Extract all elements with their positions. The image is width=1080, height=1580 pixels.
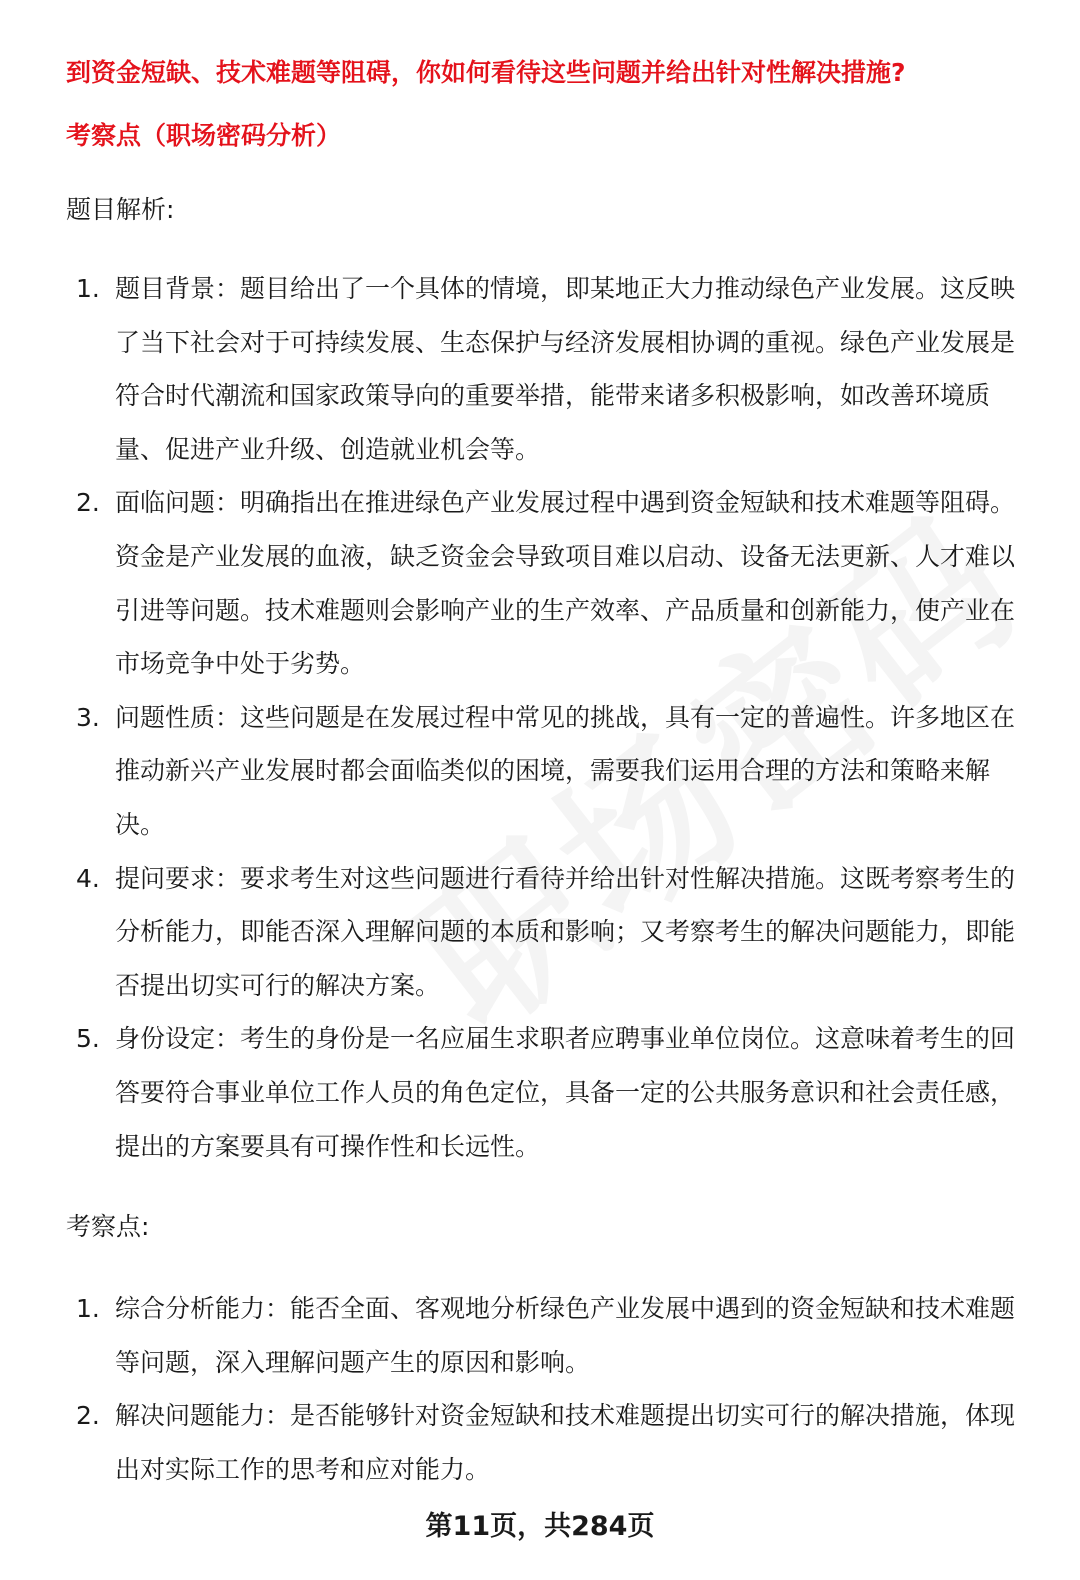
list-item: [0, 852, 1080, 1013]
list-item-text: 解决问题能力：是否能够针对资金短缺和技术难题提出切实可行的解决措施，体现出对实际工作的思考和应对能力。: [115, 1401, 1016, 1484]
list-item: [0, 1282, 1080, 1389]
list-item-text: 问题性质：这些问题是在发展过程中常见的挑战，具有一定的普遍性。许多地区在推动新兴产业发展时都会面临类似的困境，需要我们运用合理的方法和策略来解决。: [115, 702, 1016, 839]
analysis-list: [0, 262, 1080, 1173]
list-item-text: 面临问题：明确指出在推进绿色产业发展过程中遇到资金短缺和技术难题等阻碍。资金是产业发展的血液，缺乏资金会导致项目难以启动、设备无法更新、人才难以引进等问题。技术难题则会影响产业的生产效率、产品质量和创新能力，使产业在市场竞争中处于劣势。: [115, 488, 1016, 679]
list-item: [0, 1012, 1080, 1173]
list-item-number: 2.: [76, 488, 100, 518]
question-title: 到资金短缺、技术难题等阻碍，你如何看待这些问题并给出针对性解决措施?: [66, 58, 906, 87]
list-item-text: 综合分析能力：能否全面、客观地分析绿色产业发展中遇到的资金短缺和技术难题等问题，深入理解问题产生的原因和影响。: [115, 1294, 1016, 1377]
page-footer: 第11页，共284页: [425, 1511, 655, 1542]
list-item-number: 1.: [76, 274, 100, 303]
list-item-text: 身份设定：考生的身份是一名应届生求职者应聘事业单位岗位。这意味着考生的回答要符合事业单位工作人员的角色定位，具备一定的公共服务意识和社会责任感，提出的方案要具有可操作性和长远性。: [115, 1024, 1016, 1161]
list-item: [0, 476, 1080, 690]
list-item-text: 提问要求：要求考生对这些问题进行看待并给出针对性解决措施。这既考察考生的分析能力，即能否深入理解问题的本质和影响；又考察考生的解决问题能力，即能否提出切实可行的解决方案。: [115, 863, 1016, 1000]
list-item: [0, 262, 1080, 476]
list-item: [0, 1389, 1080, 1496]
points-label: 考察点:: [66, 1212, 150, 1241]
analysis-label: 题目解析:: [66, 195, 175, 224]
list-item-number: 3.: [76, 702, 100, 732]
list-item-number: 1.: [76, 1294, 100, 1323]
list-item-number: 2.: [76, 1401, 100, 1431]
list-item-text: 题目背景：题目给出了一个具体的情境，即某地正大力推动绿色产业发展。这反映了当下社会对于可持续发展、生态保护与经济发展相协调的重视。绿色产业发展是符合时代潮流和国家政策导向的重要举措，能带来诸多积极影响，如改善环境质量、促进产业升级、创造就业机会等。: [115, 274, 1016, 464]
kaocha-heading: 考察点（职场密码分析）: [66, 121, 342, 150]
list-item-number: 5.: [76, 1024, 100, 1054]
list-item: [0, 691, 1080, 852]
points-list: [0, 1282, 1080, 1496]
list-item-number: 4.: [76, 863, 100, 893]
